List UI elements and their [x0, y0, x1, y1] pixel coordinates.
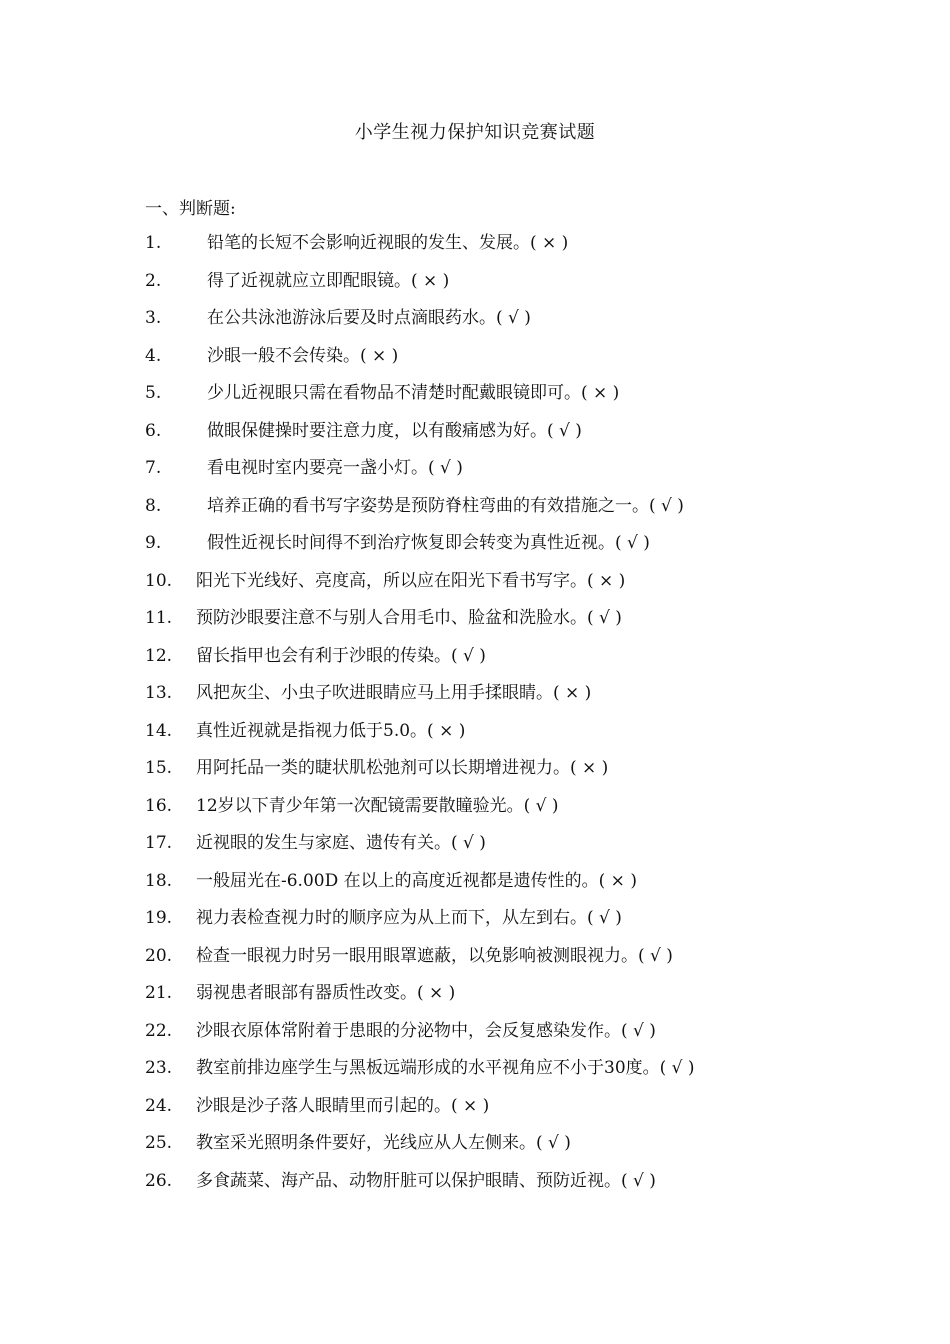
question-number: 11.: [145, 608, 173, 628]
question-item: [145, 681, 925, 719]
question-number: 20.: [145, 945, 173, 966]
question-number: 14.: [145, 720, 173, 741]
question-item: [145, 531, 925, 569]
question-text: 一般屈光在-6.00D 在以上的高度近视都是遗传性的。( × ): [196, 870, 637, 891]
page-title: 小学生视力保护知识竞赛试题: [354, 122, 596, 143]
question-text: 沙眼一般不会传染。( × ): [207, 345, 399, 366]
question-number: 1.: [145, 233, 162, 253]
question-text: 沙眼衣原体常附着于患眼的分泌物中，会反复感染发作。( √ ): [196, 1020, 656, 1041]
question-text: 在公共泳池游泳后要及时点滴眼药水。( √ ): [207, 308, 531, 328]
question-text: 近视眼的发生与家庭、遗传有关。( √ ): [196, 833, 486, 853]
question-item: [145, 381, 925, 419]
question-item: [145, 831, 925, 869]
question-text: 弱视患者眼部有器质性改变。( × ): [196, 983, 456, 1003]
question-text: 得了近视就应立即配眼镜。( × ): [207, 270, 450, 291]
question-item: [145, 456, 925, 494]
question-item: [145, 344, 925, 382]
question-number: 7.: [145, 458, 162, 478]
question-item: [145, 306, 925, 344]
question-number: 8.: [145, 495, 162, 516]
question-number: 9.: [145, 533, 162, 553]
question-text: 假性近视长时间得不到治疗恢复即会转变为真性近视。( √ ): [207, 533, 650, 553]
question-item: [145, 1019, 925, 1057]
question-number: 3.: [145, 308, 162, 328]
question-number: 22.: [145, 1020, 173, 1041]
question-item: [145, 1169, 925, 1207]
question-item: [145, 494, 925, 532]
question-number: 5.: [145, 383, 162, 403]
question-text: 真性近视就是指视力低于5.0。( × ): [196, 720, 466, 741]
question-text: 留长指甲也会有利于沙眼的传染。( √ ): [196, 645, 486, 666]
question-text: 12岁以下青少年第一次配镜需要散瞳验光。( √ ): [196, 795, 559, 816]
question-item: [145, 756, 925, 794]
question-number: 4.: [145, 345, 162, 366]
question-number: 6.: [145, 420, 162, 441]
question-list: [145, 231, 925, 1206]
question-item: [145, 419, 925, 457]
question-number: 2.: [145, 270, 162, 291]
question-text: 风把灰尘、小虫子吹进眼睛应马上用手揉眼睛。( × ): [196, 683, 592, 703]
question-text: 视力表检查视力时的顺序应为从上而下，从左到右。( √ ): [196, 908, 622, 928]
question-number: 12.: [145, 645, 173, 666]
question-item: [145, 269, 925, 307]
question-item: [145, 1131, 925, 1169]
question-item: [145, 906, 925, 944]
question-text: 做眼保健操时要注意力度，以有酸痛感为好。( √ ): [207, 420, 582, 441]
question-text: 多食蔬菜、海产品、动物肝脏可以保护眼睛、预防近视。( √ ): [196, 1170, 656, 1191]
question-number: 18.: [145, 870, 173, 891]
question-text: 铅笔的长短不会影响近视眼的发生、发展。( × ): [207, 233, 569, 253]
question-text: 培养正确的看书写字姿势是预防脊柱弯曲的有效措施之一。( √ ): [207, 495, 684, 516]
question-number: 10.: [145, 570, 173, 591]
question-text: 沙眼是沙子落人眼睛里而引起的。( × ): [196, 1095, 490, 1116]
question-text: 看电视时室内要亮一盏小灯。( √ ): [207, 458, 463, 478]
question-number: 15.: [145, 758, 173, 778]
question-item: [145, 719, 925, 757]
question-item: [145, 944, 925, 982]
section-heading: 一、判断题:: [145, 199, 236, 219]
question-number: 26.: [145, 1170, 173, 1191]
question-number: 19.: [145, 908, 173, 928]
question-text: 教室前排边座学生与黑板远端形成的水平视角应不小于30度。( √ ): [196, 1058, 695, 1078]
question-item: [145, 981, 925, 1019]
question-number: 13.: [145, 683, 173, 703]
question-number: 21.: [145, 983, 173, 1003]
question-text: 预防沙眼要注意不与别人合用毛巾、脸盆和洗脸水。( √ ): [196, 608, 622, 628]
question-item: [145, 231, 925, 269]
question-item: [145, 644, 925, 682]
question-number: 24.: [145, 1095, 173, 1116]
question-item: [145, 794, 925, 832]
question-item: [145, 569, 925, 607]
question-text: 检查一眼视力时另一眼用眼罩遮蔽，以免影响被测眼视力。( √ ): [196, 945, 673, 966]
question-text: 教室采光照明条件要好，光线应从人左侧来。( √ ): [196, 1133, 571, 1153]
question-text: 用阿托品一类的睫状肌松弛剂可以长期增进视力。( × ): [196, 758, 609, 778]
question-item: [145, 606, 925, 644]
question-number: 23.: [145, 1058, 173, 1078]
question-item: [145, 1056, 925, 1094]
question-number: 16.: [145, 795, 173, 816]
question-item: [145, 869, 925, 907]
question-text: 阳光下光线好、亮度高，所以应在阳光下看书写字。( × ): [196, 570, 626, 591]
question-text: 少儿近视眼只需在看物品不清楚时配戴眼镜即可。( × ): [207, 383, 620, 403]
question-item: [145, 1094, 925, 1132]
question-number: 17.: [145, 833, 173, 853]
question-number: 25.: [145, 1133, 173, 1153]
